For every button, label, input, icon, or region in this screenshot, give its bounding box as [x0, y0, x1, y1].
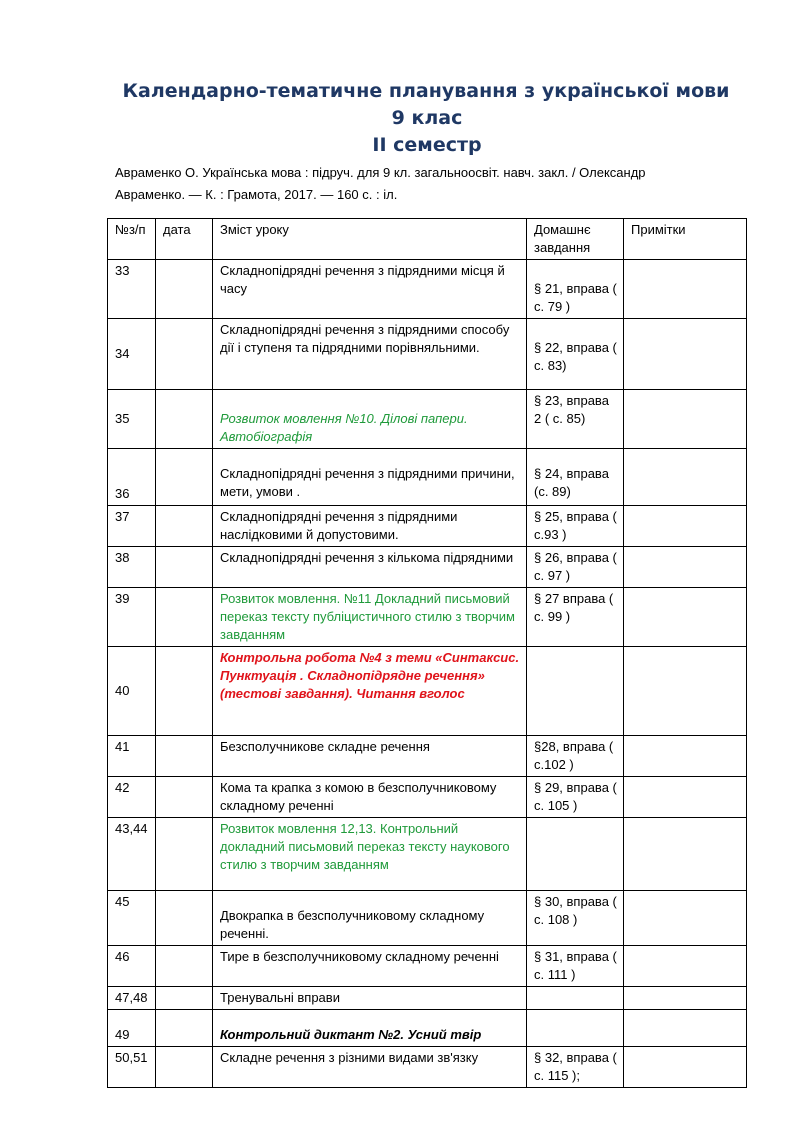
table-row: [108, 547, 747, 588]
row-topic: Складнопідрядні речення з підрядними місця й часу: [213, 260, 527, 319]
title-line-grade: 9 клас: [391, 107, 463, 129]
row-notes: [624, 588, 747, 647]
row-date: [156, 588, 213, 647]
row-notes: [624, 818, 747, 891]
table-row: [108, 946, 747, 987]
row-homework: § 25, вправа ( с.93 ): [527, 506, 624, 547]
table-row: [108, 818, 747, 891]
row-num: 38: [108, 547, 156, 588]
row-num: 37: [108, 506, 156, 547]
row-date: [156, 506, 213, 547]
row-topic: Розвиток мовлення. №11 Докладний письмовий переказ тексту публіцистичного стилю з творчим завданням: [213, 588, 527, 647]
row-num: 47,48: [108, 987, 156, 1010]
row-date: [156, 946, 213, 987]
row-topic: Контрольна робота №4 з теми «Синтаксис. Пунктуація . Складнопідрядне речення» (тестові завдання). Читання вголос: [213, 647, 527, 736]
row-num: 39: [108, 588, 156, 647]
row-notes: [624, 319, 747, 390]
row-topic: Складнопідрядні речення з підрядними причини, мети, умови .: [213, 449, 527, 506]
row-topic: Складнопідрядні речення з підрядними способу дії і ступеня та підрядними порівняльними.: [213, 319, 527, 390]
row-notes: [624, 987, 747, 1010]
row-homework: § 30, вправа ( с. 108 ): [527, 891, 624, 946]
header-notes: Примітки: [624, 219, 747, 260]
row-date: [156, 390, 213, 449]
row-topic: Кома та крапка з комою в безсполучниковому складному реченні: [213, 777, 527, 818]
row-topic: Контрольний диктант №2. Усний твір: [213, 1010, 527, 1047]
row-homework: § 23, вправа 2 ( с. 85): [527, 390, 624, 449]
title-line-subject: Календарно-тематичне планування з української мови: [122, 80, 730, 102]
header-num: №з/п: [108, 219, 156, 260]
row-topic: Розвиток мовлення 12,13. Контрольний докладний письмовий переказ тексту наукового стилю з творчим завданням: [213, 818, 527, 891]
table-row: [108, 1010, 747, 1047]
table-row: [108, 390, 747, 449]
header-content: Зміст уроку: [213, 219, 527, 260]
row-notes: [624, 547, 747, 588]
row-homework: [527, 987, 624, 1010]
table-row: [108, 506, 747, 547]
table-row: [108, 647, 747, 736]
table-row: [108, 319, 747, 390]
row-date: [156, 1047, 213, 1088]
row-date: [156, 1010, 213, 1047]
row-date: [156, 547, 213, 588]
row-date: [156, 987, 213, 1010]
row-num: 49: [108, 1010, 156, 1047]
table-row: [108, 449, 747, 506]
table-row: [108, 777, 747, 818]
row-topic: Розвиток мовлення №10. Ділові папери. Автобіографія: [213, 390, 527, 449]
row-date: [156, 260, 213, 319]
row-date: [156, 449, 213, 506]
row-num: 43,44: [108, 818, 156, 891]
row-homework: § 27 вправа ( с. 99 ): [527, 588, 624, 647]
row-topic: Складнопідрядні речення з підрядними наслідковими й допустовими.: [213, 506, 527, 547]
row-num: 41: [108, 736, 156, 777]
row-homework: § 26, вправа ( с. 97 ): [527, 547, 624, 588]
table-row: [108, 891, 747, 946]
row-notes: [624, 736, 747, 777]
header-homework: Домашнє завдання: [527, 219, 624, 260]
row-date: [156, 647, 213, 736]
row-date: [156, 736, 213, 777]
row-num: 46: [108, 946, 156, 987]
row-homework: [527, 647, 624, 736]
row-topic: Складне речення з різними видами зв'язку: [213, 1047, 527, 1088]
row-date: [156, 818, 213, 891]
row-num: 45: [108, 891, 156, 946]
row-notes: [624, 777, 747, 818]
lesson-plan-table: [107, 218, 747, 1088]
row-homework: § 29, вправа ( с. 105 ): [527, 777, 624, 818]
row-homework: §28, вправа ( с.102 ): [527, 736, 624, 777]
title-line-semester: ІІ семестр: [372, 134, 482, 156]
row-topic: Тренувальні вправи: [213, 987, 527, 1010]
row-date: [156, 319, 213, 390]
row-notes: [624, 506, 747, 547]
table-row: [108, 1047, 747, 1088]
row-homework: § 32, вправа ( с. 115 );: [527, 1047, 624, 1088]
table-row: [108, 736, 747, 777]
row-topic: Двокрапка в безсполучниковому складному реченні.: [213, 891, 527, 946]
row-notes: [624, 891, 747, 946]
row-homework: [527, 1010, 624, 1047]
row-num: 40: [108, 647, 156, 736]
table-row: [108, 260, 747, 319]
row-num: 50,51: [108, 1047, 156, 1088]
row-notes: [624, 1010, 747, 1047]
row-homework: [527, 818, 624, 891]
row-homework: § 24, вправа (с. 89): [527, 449, 624, 506]
row-topic: Безсполучникове складне речення: [213, 736, 527, 777]
row-notes: [624, 946, 747, 987]
row-date: [156, 891, 213, 946]
table-header-row: [108, 219, 747, 260]
header-date: дата: [156, 219, 213, 260]
row-num: 36: [108, 449, 156, 506]
bibliography-reference: Авраменко О. Українська мова : підруч. для 9 кл. загальноосвіт. навч. закл. / Олександр Авраменко. — К. : Грамота, 2017. — 160 с. : іл.: [115, 165, 646, 202]
row-num: 35: [108, 390, 156, 449]
row-topic: Складнопідрядні речення з кількома підрядними: [213, 547, 527, 588]
row-num: 34: [108, 319, 156, 390]
row-num: 33: [108, 260, 156, 319]
row-date: [156, 777, 213, 818]
row-topic: Тире в безсполучниковому складному реченні: [213, 946, 527, 987]
table-row: [108, 987, 747, 1010]
row-homework: § 22, вправа ( с. 83): [527, 319, 624, 390]
row-notes: [624, 390, 747, 449]
row-notes: [624, 449, 747, 506]
row-notes: [624, 260, 747, 319]
document-title: [0, 78, 794, 159]
row-homework: § 31, вправа ( с. 111 ): [527, 946, 624, 987]
row-num: 42: [108, 777, 156, 818]
row-notes: [624, 647, 747, 736]
row-homework: § 21, вправа ( с. 79 ): [527, 260, 624, 319]
row-notes: [624, 1047, 747, 1088]
table-row: [108, 588, 747, 647]
